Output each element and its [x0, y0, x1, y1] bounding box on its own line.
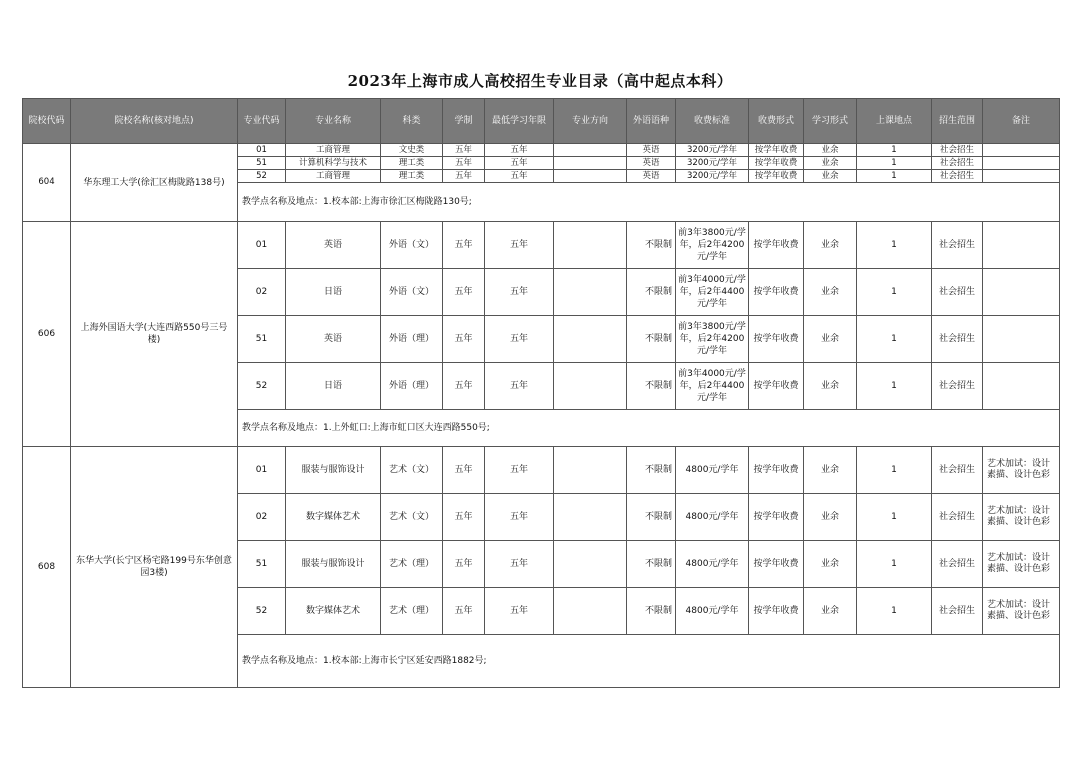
school-code: 604: [23, 144, 71, 222]
major-category: 外语（理）: [381, 363, 443, 410]
major-code: 02: [238, 269, 286, 316]
major-fee: 3200元/学年: [676, 157, 749, 170]
major-category: 艺术（文）: [381, 494, 443, 541]
header-category: 科类: [381, 99, 443, 144]
major-direction: [554, 144, 627, 157]
header-fee: 收费标准: [676, 99, 749, 144]
major-code: 51: [238, 157, 286, 170]
major-study-form: 业余: [804, 541, 857, 588]
major-scope: 社会招生: [932, 269, 983, 316]
major-system: 五年: [443, 316, 485, 363]
major-place: 1: [857, 494, 932, 541]
major-language: 不限制: [627, 316, 676, 363]
major-min-years: 五年: [485, 222, 554, 269]
major-language: 不限制: [627, 494, 676, 541]
major-min-years: 五年: [485, 588, 554, 635]
major-min-years: 五年: [485, 269, 554, 316]
teaching-location: 教学点名称及地点：1.校本部:上海市徐汇区梅陇路130号;: [238, 183, 1060, 222]
major-fee: 4800元/学年: [676, 447, 749, 494]
major-study-form: 业余: [804, 222, 857, 269]
header-system: 学制: [443, 99, 485, 144]
major-code: 01: [238, 222, 286, 269]
major-scope: 社会招生: [932, 170, 983, 183]
major-name: 英语: [286, 222, 381, 269]
major-place: 1: [857, 447, 932, 494]
major-fee: 3200元/学年: [676, 144, 749, 157]
major-direction: [554, 222, 627, 269]
major-place: 1: [857, 363, 932, 410]
major-study-form: 业余: [804, 157, 857, 170]
major-name: 数字媒体艺术: [286, 588, 381, 635]
major-language: 英语: [627, 157, 676, 170]
major-place: 1: [857, 222, 932, 269]
major-scope: 社会招生: [932, 494, 983, 541]
major-min-years: 五年: [485, 170, 554, 183]
major-fee: 4800元/学年: [676, 494, 749, 541]
major-fee: 前3年3800元/学年，后2年4200元/学年: [676, 316, 749, 363]
major-category: 外语（理）: [381, 316, 443, 363]
major-notes: [983, 144, 1060, 157]
major-system: 五年: [443, 144, 485, 157]
major-name: 计算机科学与技术: [286, 157, 381, 170]
major-language: 不限制: [627, 541, 676, 588]
major-min-years: 五年: [485, 316, 554, 363]
header-scope: 招生范围: [932, 99, 983, 144]
major-study-form: 业余: [804, 316, 857, 363]
major-min-years: 五年: [485, 494, 554, 541]
table-row: [23, 144, 1060, 157]
major-name: 服装与服饰设计: [286, 541, 381, 588]
major-category: 理工类: [381, 170, 443, 183]
major-language: 英语: [627, 144, 676, 157]
major-study-form: 业余: [804, 269, 857, 316]
major-direction: [554, 494, 627, 541]
major-category: 理工类: [381, 157, 443, 170]
major-code: 01: [238, 447, 286, 494]
major-study-form: 业余: [804, 170, 857, 183]
major-notes: 艺术加试：设计素描、设计色彩: [983, 447, 1060, 494]
major-notes: 艺术加试：设计素描、设计色彩: [983, 541, 1060, 588]
table-header: [23, 99, 1060, 144]
major-system: 五年: [443, 269, 485, 316]
major-category: 艺术（理）: [381, 541, 443, 588]
major-scope: 社会招生: [932, 541, 983, 588]
major-place: 1: [857, 157, 932, 170]
header-min-years: 最低学习年限: [485, 99, 554, 144]
major-name: 数字媒体艺术: [286, 494, 381, 541]
major-code: 51: [238, 541, 286, 588]
major-code: 52: [238, 363, 286, 410]
major-fee-form: 按学年收费: [749, 541, 804, 588]
major-direction: [554, 316, 627, 363]
major-place: 1: [857, 170, 932, 183]
major-category: 外语（文）: [381, 269, 443, 316]
major-fee-form: 按学年收费: [749, 144, 804, 157]
major-direction: [554, 269, 627, 316]
school-name: 上海外国语大学(大连西路550号三号楼): [71, 222, 238, 447]
major-notes: [983, 157, 1060, 170]
major-system: 五年: [443, 447, 485, 494]
major-place: 1: [857, 316, 932, 363]
header-major-code: 专业代码: [238, 99, 286, 144]
major-notes: 艺术加试：设计素描、设计色彩: [983, 494, 1060, 541]
major-name: 英语: [286, 316, 381, 363]
major-fee: 4800元/学年: [676, 541, 749, 588]
major-scope: 社会招生: [932, 316, 983, 363]
major-code: 51: [238, 316, 286, 363]
major-fee-form: 按学年收费: [749, 170, 804, 183]
major-direction: [554, 363, 627, 410]
teaching-location: 教学点名称及地点：1.上外虹口:上海市虹口区大连西路550号;: [238, 410, 1060, 447]
major-category: 文史类: [381, 144, 443, 157]
major-place: 1: [857, 144, 932, 157]
major-name: 日语: [286, 363, 381, 410]
major-scope: 社会招生: [932, 363, 983, 410]
major-min-years: 五年: [485, 541, 554, 588]
school-name: 东华大学(长宁区杨宅路199号东华创意园3楼): [71, 447, 238, 688]
header-direction: 专业方向: [554, 99, 627, 144]
major-fee-form: 按学年收费: [749, 588, 804, 635]
major-direction: [554, 447, 627, 494]
major-study-form: 业余: [804, 494, 857, 541]
major-fee: 4800元/学年: [676, 588, 749, 635]
major-place: 1: [857, 588, 932, 635]
major-fee-form: 按学年收费: [749, 363, 804, 410]
major-fee-form: 按学年收费: [749, 494, 804, 541]
major-scope: 社会招生: [932, 157, 983, 170]
header-fee-form: 收费形式: [749, 99, 804, 144]
major-language: 不限制: [627, 222, 676, 269]
major-system: 五年: [443, 157, 485, 170]
major-notes: [983, 170, 1060, 183]
major-category: 外语（文）: [381, 222, 443, 269]
major-min-years: 五年: [485, 363, 554, 410]
major-scope: 社会招生: [932, 588, 983, 635]
major-system: 五年: [443, 363, 485, 410]
major-scope: 社会招生: [932, 144, 983, 157]
major-code: 52: [238, 588, 286, 635]
major-fee: 前3年4000元/学年，后2年4400元/学年: [676, 363, 749, 410]
major-fee-form: 按学年收费: [749, 447, 804, 494]
major-place: 1: [857, 269, 932, 316]
major-language: 不限制: [627, 447, 676, 494]
major-fee-form: 按学年收费: [749, 222, 804, 269]
page-title: 2023年上海市成人高校招生专业目录（高中起点本科）: [347, 72, 733, 90]
table-row: [23, 222, 1060, 269]
major-fee-form: 按学年收费: [749, 269, 804, 316]
major-scope: 社会招生: [932, 447, 983, 494]
major-language: 不限制: [627, 588, 676, 635]
school-code: 608: [23, 447, 71, 688]
school-code: 606: [23, 222, 71, 447]
major-fee-form: 按学年收费: [749, 316, 804, 363]
major-system: 五年: [443, 588, 485, 635]
major-notes: [983, 316, 1060, 363]
major-system: 五年: [443, 541, 485, 588]
major-name: 工商管理: [286, 144, 381, 157]
major-category: 艺术（文）: [381, 447, 443, 494]
major-fee: 前3年3800元/学年，后2年4200元/学年: [676, 222, 749, 269]
major-direction: [554, 541, 627, 588]
major-language: 英语: [627, 170, 676, 183]
major-language: 不限制: [627, 363, 676, 410]
major-code: 01: [238, 144, 286, 157]
major-place: 1: [857, 541, 932, 588]
major-direction: [554, 588, 627, 635]
major-code: 52: [238, 170, 286, 183]
header-language: 外语语种: [627, 99, 676, 144]
teaching-location: 教学点名称及地点：1.校本部:上海市长宁区延安西路1882号;: [238, 635, 1060, 688]
major-name: 服装与服饰设计: [286, 447, 381, 494]
header-major-name: 专业名称: [286, 99, 381, 144]
school-name: 华东理工大学(徐汇区梅陇路138号): [71, 144, 238, 222]
major-name: 日语: [286, 269, 381, 316]
major-system: 五年: [443, 170, 485, 183]
header-notes: 备注: [983, 99, 1060, 144]
major-language: 不限制: [627, 269, 676, 316]
major-study-form: 业余: [804, 588, 857, 635]
major-min-years: 五年: [485, 447, 554, 494]
major-study-form: 业余: [804, 447, 857, 494]
major-category: 艺术（理）: [381, 588, 443, 635]
catalog-table: [22, 98, 1060, 688]
major-study-form: 业余: [804, 363, 857, 410]
header-school-code: 院校代码: [23, 99, 71, 144]
major-notes: 艺术加试：设计素描、设计色彩: [983, 588, 1060, 635]
major-study-form: 业余: [804, 144, 857, 157]
major-scope: 社会招生: [932, 222, 983, 269]
header-place: 上课地点: [857, 99, 932, 144]
table-row: [23, 447, 1060, 494]
major-fee: 前3年4000元/学年，后2年4400元/学年: [676, 269, 749, 316]
major-system: 五年: [443, 494, 485, 541]
major-min-years: 五年: [485, 144, 554, 157]
major-direction: [554, 157, 627, 170]
major-name: 工商管理: [286, 170, 381, 183]
header-study-form: 学习形式: [804, 99, 857, 144]
major-system: 五年: [443, 222, 485, 269]
major-code: 02: [238, 494, 286, 541]
major-notes: [983, 269, 1060, 316]
major-min-years: 五年: [485, 157, 554, 170]
major-fee: 3200元/学年: [676, 170, 749, 183]
major-notes: [983, 222, 1060, 269]
major-fee-form: 按学年收费: [749, 157, 804, 170]
header-school-name: 院校名称(核对地点): [71, 99, 238, 144]
major-notes: [983, 363, 1060, 410]
major-direction: [554, 170, 627, 183]
